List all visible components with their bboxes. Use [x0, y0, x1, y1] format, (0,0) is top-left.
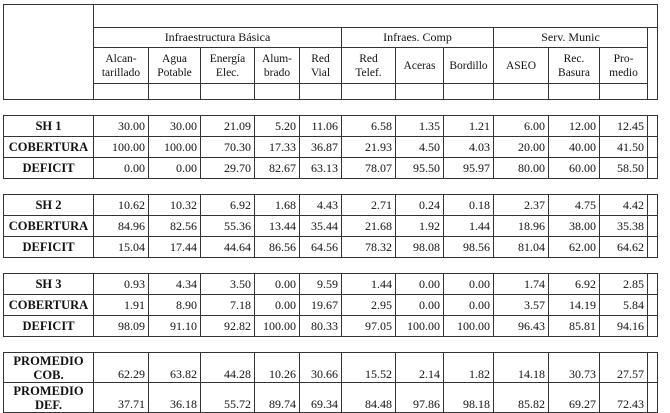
header-spacer-cell	[600, 84, 648, 100]
value-cell: 69.34	[300, 383, 342, 413]
value-cell: 12.45	[600, 116, 648, 137]
value-cell: 44.64	[201, 237, 255, 258]
value-cell: 100.00	[444, 316, 494, 337]
value-cell: 19.67	[300, 295, 342, 316]
value-cell: 72.43	[600, 383, 648, 413]
section-separator-row	[4, 179, 658, 195]
column-header: Agua Potable	[149, 48, 201, 84]
value-cell: 94.16	[600, 316, 648, 337]
section-separator-row	[4, 258, 658, 274]
value-cell: 0.00	[255, 295, 300, 316]
row-label: SH 3	[4, 274, 94, 295]
value-cell: 35.38	[600, 216, 648, 237]
value-cell: 10.32	[149, 195, 201, 216]
value-cell: 6.92	[549, 274, 600, 295]
row-edge-cell	[648, 116, 658, 137]
value-cell: 95.50	[396, 158, 444, 179]
value-cell: 4.43	[300, 195, 342, 216]
value-cell: 0.00	[149, 158, 201, 179]
value-cell: 4.50	[396, 137, 444, 158]
value-cell: 0.00	[255, 274, 300, 295]
row-label: DEFICIT	[4, 316, 94, 337]
value-cell: 62.00	[549, 237, 600, 258]
column-header: Rec. Basura	[549, 48, 600, 84]
value-cell: 70.30	[201, 137, 255, 158]
value-cell: 80.33	[300, 316, 342, 337]
value-cell: 9.59	[300, 274, 342, 295]
row-label: COBERTURA	[4, 137, 94, 158]
row-edge-cell	[648, 295, 658, 316]
value-cell: 97.86	[396, 383, 444, 413]
value-cell: 84.96	[94, 216, 149, 237]
value-cell: 84.48	[342, 383, 396, 413]
value-cell: 30.00	[94, 116, 149, 137]
value-cell: 95.97	[444, 158, 494, 179]
row-label: COBERTURA	[4, 295, 94, 316]
value-cell: 80.00	[494, 158, 549, 179]
value-cell: 10.62	[94, 195, 149, 216]
separator-cell	[4, 258, 658, 274]
group-infraestructura-basica: Infraestructura Básica	[94, 28, 342, 48]
value-cell: 1.21	[444, 116, 494, 137]
value-cell: 6.58	[342, 116, 396, 137]
table-row	[4, 353, 658, 383]
value-cell: 86.56	[255, 237, 300, 258]
row-edge-cell	[648, 274, 658, 295]
header-corner-cell	[4, 5, 94, 100]
table-row	[4, 274, 658, 295]
value-cell: 15.04	[94, 237, 149, 258]
value-cell: 1.35	[396, 116, 444, 137]
value-cell: 55.36	[201, 216, 255, 237]
value-cell: 5.84	[600, 295, 648, 316]
value-cell: 4.34	[149, 274, 201, 295]
row-edge-cell	[648, 237, 658, 258]
table-row	[4, 137, 658, 158]
table-row	[4, 195, 658, 216]
value-cell: 58.50	[600, 158, 648, 179]
value-cell: 0.00	[444, 274, 494, 295]
value-cell: 78.07	[342, 158, 396, 179]
value-cell: 44.28	[201, 353, 255, 383]
value-cell: 62.29	[94, 353, 149, 383]
value-cell: 98.08	[396, 237, 444, 258]
value-cell: 21.93	[342, 137, 396, 158]
row-edge-cell	[648, 383, 658, 413]
header-spacer-cell	[342, 84, 396, 100]
header-spacer-cell	[300, 84, 342, 100]
value-cell: 0.93	[94, 274, 149, 295]
value-cell: 89.74	[255, 383, 300, 413]
row-label: DEFICIT	[4, 237, 94, 258]
column-header: Bordillo	[444, 48, 494, 84]
row-label: PROMEDIO DEF.	[4, 383, 94, 413]
value-cell: 64.56	[300, 237, 342, 258]
value-cell: 85.81	[549, 316, 600, 337]
value-cell: 41.50	[600, 137, 648, 158]
value-cell: 17.44	[149, 237, 201, 258]
value-cell: 81.04	[494, 237, 549, 258]
table-row	[4, 216, 658, 237]
value-cell: 4.75	[549, 195, 600, 216]
table-row	[4, 237, 658, 258]
value-cell: 5.20	[255, 116, 300, 137]
value-cell: 0.00	[396, 295, 444, 316]
value-cell: 0.18	[444, 195, 494, 216]
column-header: Red Telef.	[342, 48, 396, 84]
value-cell: 8.90	[149, 295, 201, 316]
value-cell: 13.44	[255, 216, 300, 237]
header-spacer-cell	[549, 84, 600, 100]
value-cell: 14.19	[549, 295, 600, 316]
value-cell: 4.03	[444, 137, 494, 158]
value-cell: 1.91	[94, 295, 149, 316]
row-edge-cell	[648, 195, 658, 216]
row-label: PROMEDIO COB.	[4, 353, 94, 383]
row-label: COBERTURA	[4, 216, 94, 237]
value-cell: 20.00	[494, 137, 549, 158]
row-label: SH 1	[4, 116, 94, 137]
value-cell: 60.00	[549, 158, 600, 179]
section-separator-row	[4, 337, 658, 353]
header-spacer-cell	[149, 84, 201, 100]
column-header: Alcan- tarillado	[94, 48, 149, 84]
value-cell: 6.92	[201, 195, 255, 216]
header-spacer-cell	[444, 84, 494, 100]
value-cell: 100.00	[255, 316, 300, 337]
column-header: Red Vial	[300, 48, 342, 84]
header-top-blank	[94, 5, 658, 28]
value-cell: 10.26	[255, 353, 300, 383]
header-spacer-cell	[201, 84, 255, 100]
header-spacer-cell	[494, 84, 549, 100]
group-infraes-comp: Infraes. Comp	[342, 28, 494, 48]
value-cell: 37.71	[94, 383, 149, 413]
table-row	[4, 383, 658, 413]
column-header: Energía Elec.	[201, 48, 255, 84]
value-cell: 100.00	[94, 137, 149, 158]
value-cell: 97.05	[342, 316, 396, 337]
value-cell: 1.68	[255, 195, 300, 216]
table-row	[4, 316, 658, 337]
value-cell: 14.18	[494, 353, 549, 383]
column-header: Aceras	[396, 48, 444, 84]
separator-cell	[4, 337, 658, 353]
value-cell: 1.44	[444, 216, 494, 237]
value-cell: 85.82	[494, 383, 549, 413]
value-cell: 78.32	[342, 237, 396, 258]
table-row	[4, 116, 658, 137]
value-cell: 18.96	[494, 216, 549, 237]
row-label: SH 2	[4, 195, 94, 216]
separator-cell	[4, 179, 658, 195]
value-cell: 0.00	[396, 274, 444, 295]
value-cell: 40.00	[549, 137, 600, 158]
header-spacer-cell	[255, 84, 300, 100]
value-cell: 82.67	[255, 158, 300, 179]
value-cell: 38.00	[549, 216, 600, 237]
value-cell: 27.57	[600, 353, 648, 383]
value-cell: 100.00	[149, 137, 201, 158]
row-label: DEFICIT	[4, 158, 94, 179]
value-cell: 12.00	[549, 116, 600, 137]
value-cell: 11.06	[300, 116, 342, 137]
table-row	[4, 295, 658, 316]
value-cell: 96.43	[494, 316, 549, 337]
value-cell: 0.24	[396, 195, 444, 216]
value-cell: 30.00	[149, 116, 201, 137]
value-cell: 55.72	[201, 383, 255, 413]
value-cell: 1.44	[342, 274, 396, 295]
header-spacer-cell	[94, 84, 149, 100]
value-cell: 64.62	[600, 237, 648, 258]
value-cell: 0.00	[444, 295, 494, 316]
value-cell: 3.50	[201, 274, 255, 295]
separator-cell	[4, 100, 658, 116]
value-cell: 98.09	[94, 316, 149, 337]
value-cell: 2.85	[600, 274, 648, 295]
value-cell: 98.18	[444, 383, 494, 413]
header-spacer-cell	[396, 84, 444, 100]
row-edge-cell	[648, 158, 658, 179]
value-cell: 30.73	[549, 353, 600, 383]
value-cell: 21.68	[342, 216, 396, 237]
value-cell: 2.37	[494, 195, 549, 216]
value-cell: 63.13	[300, 158, 342, 179]
coverage-table	[3, 4, 658, 413]
row-edge-cell	[648, 353, 658, 383]
value-cell: 36.87	[300, 137, 342, 158]
row-edge-cell	[648, 216, 658, 237]
section-separator-row	[4, 100, 658, 116]
value-cell: 1.82	[444, 353, 494, 383]
value-cell: 2.14	[396, 353, 444, 383]
value-cell: 91.10	[149, 316, 201, 337]
value-cell: 0.00	[94, 158, 149, 179]
row-edge-cell	[648, 137, 658, 158]
value-cell: 29.70	[201, 158, 255, 179]
value-cell: 2.95	[342, 295, 396, 316]
value-cell: 30.66	[300, 353, 342, 383]
value-cell: 1.74	[494, 274, 549, 295]
value-cell: 36.18	[149, 383, 201, 413]
value-cell: 1.92	[396, 216, 444, 237]
column-header: Alum- brado	[255, 48, 300, 84]
value-cell: 92.82	[201, 316, 255, 337]
value-cell: 6.00	[494, 116, 549, 137]
table-row	[4, 158, 658, 179]
value-cell: 63.82	[149, 353, 201, 383]
value-cell: 2.71	[342, 195, 396, 216]
value-cell: 21.09	[201, 116, 255, 137]
header-edge-cell	[648, 28, 658, 100]
value-cell: 35.44	[300, 216, 342, 237]
value-cell: 4.42	[600, 195, 648, 216]
value-cell: 98.56	[444, 237, 494, 258]
group-serv-munic: Serv. Munic	[494, 28, 648, 48]
column-header: ASEO	[494, 48, 549, 84]
value-cell: 69.27	[549, 383, 600, 413]
value-cell: 100.00	[396, 316, 444, 337]
value-cell: 15.52	[342, 353, 396, 383]
row-edge-cell	[648, 316, 658, 337]
value-cell: 17.33	[255, 137, 300, 158]
column-header: Pro- medio	[600, 48, 648, 84]
value-cell: 3.57	[494, 295, 549, 316]
value-cell: 7.18	[201, 295, 255, 316]
value-cell: 82.56	[149, 216, 201, 237]
